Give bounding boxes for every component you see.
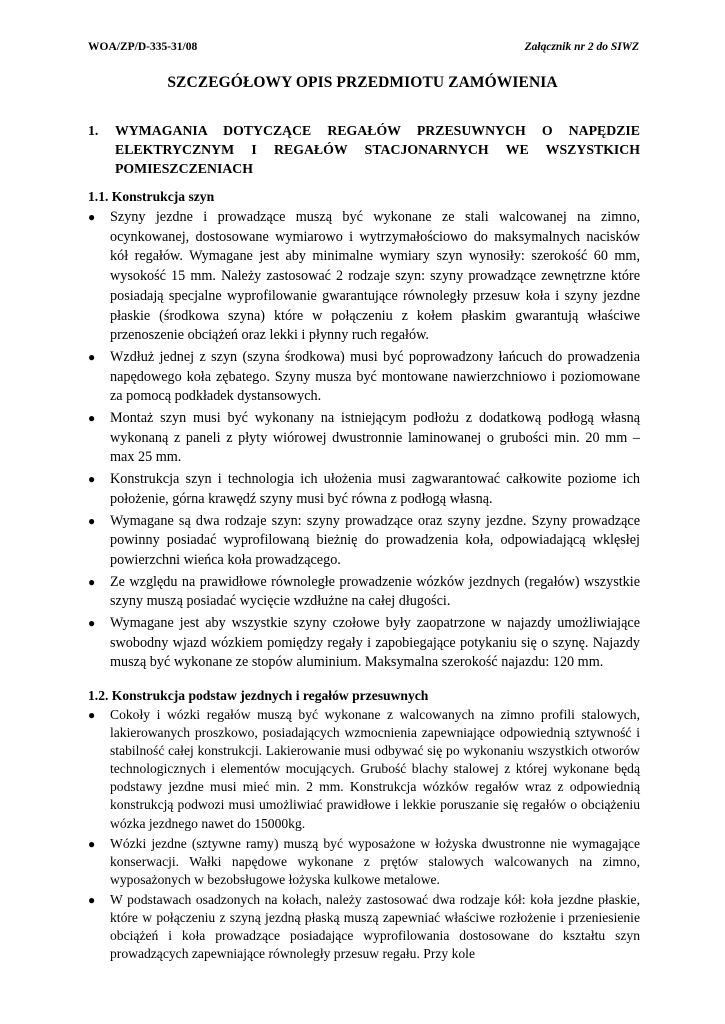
bullet-icon: ● [88, 472, 96, 487]
list-item: ● Wymagane jest aby wszystkie szyny czołowe były zaopatrzone w najazdy umożliwiające swobodny wjazd wózkiem pomiędzy regały i zapobiegające potykaniu się o szynę. Najazdy muszą być wykonane ze stopów aluminium. Maksymalna szerokość najazdu: 120 mm. [88, 615, 640, 671]
bullet-icon: ● [88, 349, 96, 364]
document-reference: WOA/ZP/D-335-31/08 [88, 41, 198, 53]
bullet-icon: ● [88, 411, 96, 426]
list-item: ● Szyny jezdne i prowadzące muszą być wykonane ze stali walcowanej na zimno, ocynkowanej, dostosowane wymiarowo i wytrzymałościowo do maksymalnych nacisków kół regałów. Wymagane jest aby minimalne wymiary szyn wynosiły: szerokość 60 mm, wysokość 15 mm. Należy zastosować 2 rodzaje szyn: szyny prowadzące zewnętrzne które posiadają specjalne wyprofilowanie gwarantujące równoległy przesuw koła i szyny jezdne płaskie (środkowa szyna) które w połączeniu z kołem płaskim gwarantują właściwe przenoszenie obciążeń oraz lekki i płynny ruch regałów. [88, 209, 640, 344]
section-heading [88, 121, 640, 178]
list-item: ● Ze względu na prawidłowe równoległe prowadzenie wózków jezdnych (regałów) wszystkie szyny muszą posiadać wycięcie wzdłużne na całej długości. [88, 573, 640, 610]
list-item: ● Montaż szyn musi być wykonany na istniejącym podłożu z dodatkową podłogą własną wykonaną z paneli z płyty wiórowej dwustronnie laminowanej o grubości min. 20 mm – max 25 mm. [88, 410, 640, 466]
list-item: ● Cokoły i wózki regałów muszą być wykonane z walcowanych na zimno profili stalowych, lakierowanych proszkowo, posiadających wzmocnienia zapewniające odpowiednią sztywność i stabilność całej konstrukcji. Lakierowanie musi odbywać się po wykonaniu wszystkich otworów technologicznych i elementów mocujących. Grubość blachy stalowej z której wykonane będą podstawy jezdne musi mieć min. 2 mm. Konstrukcja wózków regałów wraz z odpowiednią konstrukcją podwozi musi umożliwiać prawidłowe i lekkie poruszanie się regałów o obciążeniu wózka jezdnego nawet do 15000kg. [88, 707, 640, 831]
section-number: 1. [88, 123, 99, 138]
list-item: ● Wymagane są dwa rodzaje szyn: szyny prowadzące oraz szyny jezdne. Szyny prowadzące powinny posiadać wyprofilowaną bieżnię do prowadzenia koła, odpowiadającą wklęsłej powierzchni wieńca koła prowadzącego. [88, 512, 640, 568]
subsection-heading-rails: 1.1. Konstrukcja szyn [88, 189, 215, 204]
section-heading-text: WYMAGANIA DOTYCZĄCE REGAŁÓW PRZESUWNYCH O NAPĘDZIE ELEKTRYCZNYM I REGAŁÓW STACJONARNYCH WE WSZYSTKICH POMIESZCZENIACH [115, 123, 640, 176]
bullet-icon: ● [88, 892, 96, 907]
bases-requirements-list [88, 706, 640, 965]
bullet-icon: ● [88, 210, 96, 224]
list-item: ● Wózki jezdne (sztywne ramy) muszą być wyposażone w łożyska dwustronne nie wymagające konserwacji. Wałki napędowe wykonane z prętów stalowych walcowanych na zimno, wyposażonych w bezobsługowe łożyska kulkowe metalowe. [88, 835, 640, 887]
list-item: ● W podstawach osadzonych na kołach, należy zastosować dwa rodzaje kół: koła jezdne płaskie, które w połączeniu z szyną jezdną płaską muszą zapewniać właściwe rozłożenie i przeniesienie obciążeń i koła prowadzące posiadające wyprofilowania dostosowane do kształtu szyn prowadzących zapewniające równoległy przesuw regału. Przy kole [88, 891, 640, 962]
bullet-icon: ● [88, 836, 96, 851]
rails-requirements-list [88, 208, 640, 675]
subsection-heading-bases: 1.2. Konstrukcja podstaw jezdnych i regałów przesuwnych [88, 688, 429, 703]
page-title: SZCZEGÓŁOWY OPIS PRZEDMIOTU ZAMÓWIENIA [167, 74, 558, 91]
attachment-label: Załącznik nr 2 do SIWZ [524, 41, 639, 53]
list-item: ● Konstrukcja szyn i technologia ich ułożenia musi zagwarantować całkowite poziome ich położenie, górna krawędź szyny musi być równa z podłogą własną. [88, 471, 640, 507]
list-item: ● Wzdłuż jednej z szyn (szyna środkowa) musi być poprowadzony łańcuch do prowadzenia napędowego koła zębatego. Szyny musza być montowane nawierzchniowo i poziomowane za pomocą podkładek dystansowych. [88, 348, 640, 405]
bullet-icon: ● [88, 708, 96, 722]
bullet-icon: ● [88, 574, 96, 589]
bullet-icon: ● [88, 616, 96, 631]
bullet-icon: ● [88, 513, 96, 528]
